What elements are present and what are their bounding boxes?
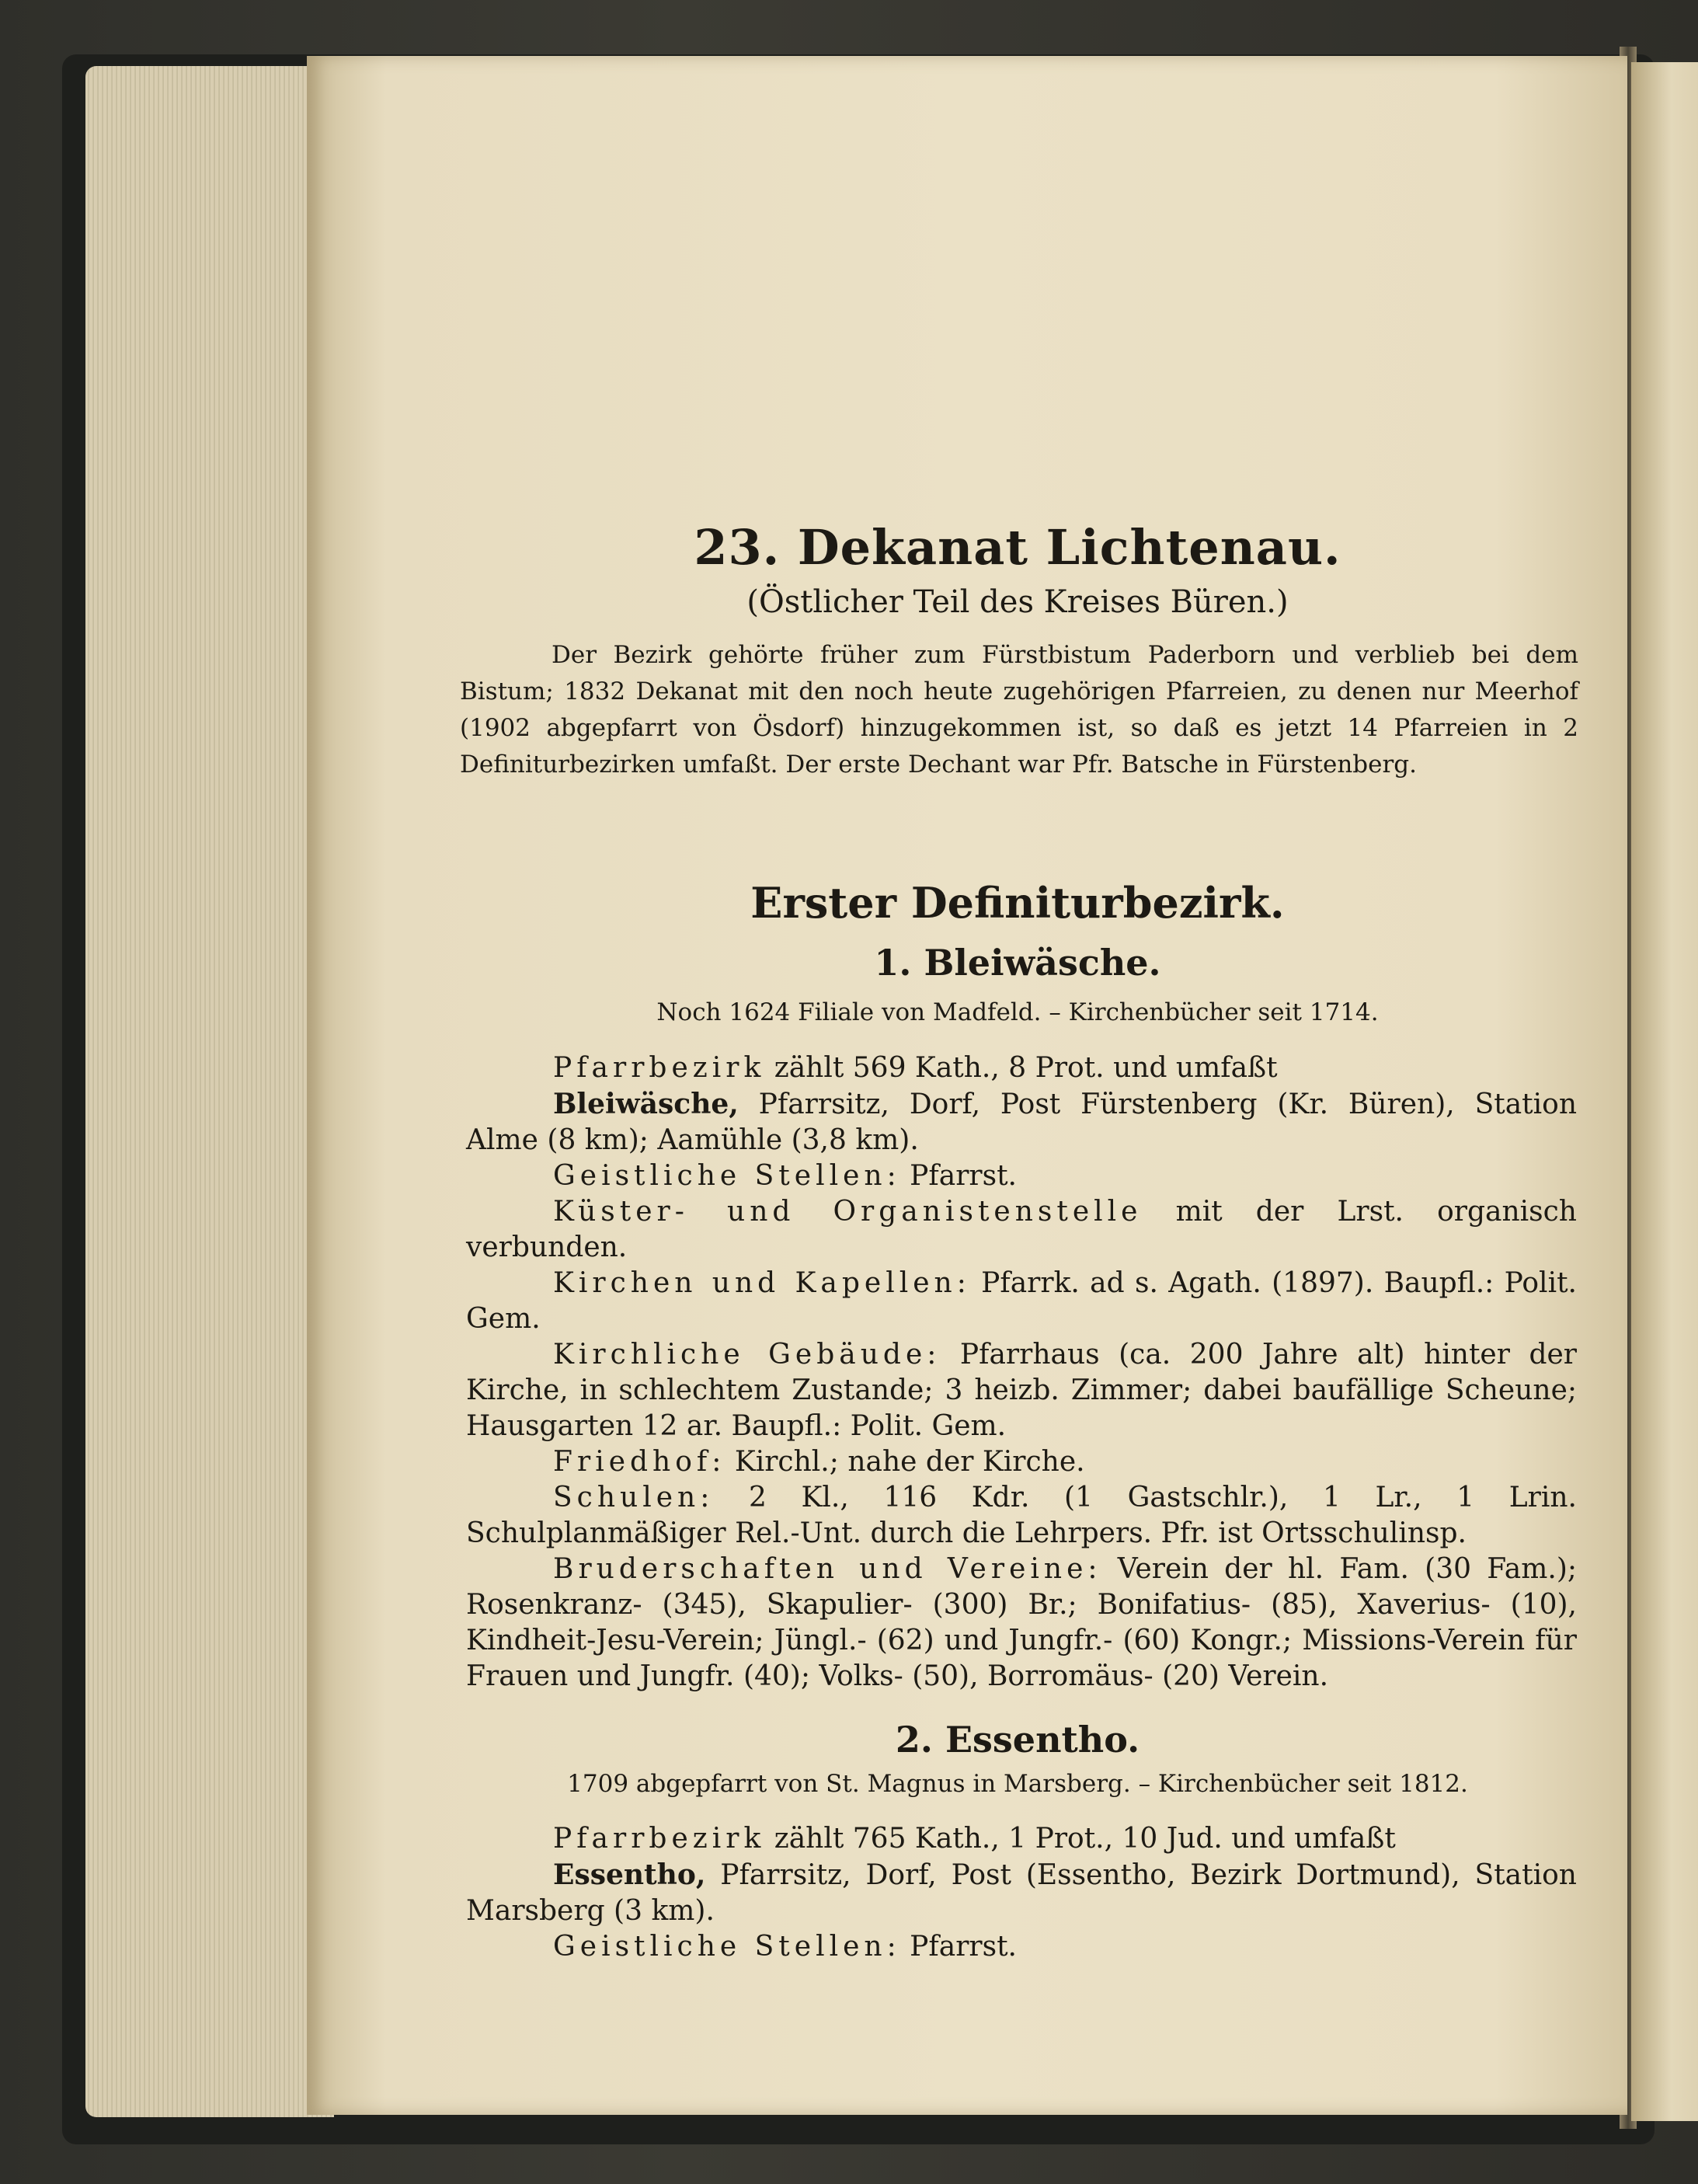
associations-line xyxy=(466,1552,1577,1695)
cemetery-text: Kirchl.; nahe der Kirche. xyxy=(725,1446,1085,1478)
entry-body-bleiwaesche xyxy=(466,1050,1577,1695)
entry-title-bleiwaesche: 1. Bleiwäsche. xyxy=(874,942,1161,984)
churches-text: Pfarrk. ad s. Agath. (1897). Baupfl.: Polit. Gem. xyxy=(466,1267,1577,1335)
entry-title-essentho: 2. Essentho. xyxy=(895,1719,1140,1761)
churches-line xyxy=(466,1266,1577,1337)
intro-paragraph: Der Bezirk gehörte früher zum Fürstbistum Paderborn und verblieb bei dem Bistum; 1832 Dekanat mit den noch heute zugehörigen Pfarreien, zu denen nur Meerhof (1902 abgepfarrt von Ösdorf) hinzugekommen ist, so daß es jetzt 14 Pfarreien in 2 Definiturbezirken umfaßt. Der erste Dechant war Pfr. Batsche in Fürstenberg. xyxy=(460,641,1578,779)
seat-line xyxy=(466,1857,1577,1929)
associations-label: Bruderschaften und Vereine: xyxy=(553,1553,1102,1585)
associations-text: Verein der hl. Fam. (30 Fam.); Rosenkranz- (345), Skapulier- (300) Br.; Bonifatius- (85), Xaverius- (10), Kindheit-Jesu-Verein; Jüngl.- (62) und Jungfr.- (60) Kongr.; Missions-Verein für Frauen und Jungfr. (40); Volks- (50), Borromäus- (20) Verein. xyxy=(466,1553,1577,1692)
parish-line xyxy=(466,1821,1577,1857)
entry-body-essentho xyxy=(466,1821,1577,1965)
seat-line xyxy=(466,1086,1577,1158)
section-title: Erster Definiturbezirk. xyxy=(750,878,1285,928)
sexton-label: Küster- und Organistenstelle xyxy=(553,1196,1143,1228)
clergy-text: Pfarrst. xyxy=(900,1160,1017,1192)
parish-label: Pfarrbezirk xyxy=(553,1823,766,1855)
schools-label: Schulen: xyxy=(553,1482,715,1513)
clergy-line xyxy=(466,1158,1577,1194)
seat-name: Essentho, xyxy=(553,1858,706,1891)
buildings-line xyxy=(466,1337,1577,1444)
deanery-subtitle: (Östlicher Teil des Kreises Büren.) xyxy=(746,584,1289,620)
facing-page-edge xyxy=(1631,62,1698,2121)
sexton-text: mit der Lrst. organisch verbunden. xyxy=(466,1196,1577,1263)
buildings-label: Kirchliche Gebäude: xyxy=(553,1339,941,1371)
schools-line xyxy=(466,1480,1577,1552)
buildings-text: Pfarrhaus (ca. 200 Jahre alt) hinter der Kirche, in schlechtem Zustande; 3 heizb. Zimmer; dabei baufällige Scheune; Hausgarten 12 ar. Baupfl.: Polit. Gem. xyxy=(466,1339,1577,1442)
entry-note-bleiwaesche: Noch 1624 Filiale von Madfeld. – Kirchenbücher seit 1714. xyxy=(656,998,1379,1026)
deanery-intro xyxy=(460,637,1578,783)
parish-text: zählt 765 Kath., 1 Prot., 10 Jud. und umfaßt xyxy=(765,1823,1396,1855)
schools-text: 2 Kl., 116 Kdr. (1 Gastschlr.), 1 Lr., 1 Lrin. Schulplanmäßiger Rel.-Unt. durch die Lehrpers. Pfr. ist Ortsschulinsp. xyxy=(466,1482,1577,1549)
cemetery-label: Friedhof: xyxy=(553,1446,726,1478)
page-edges xyxy=(85,66,334,2117)
seat-text: Pfarrsitz, Dorf, Post (Essentho, Bezirk Dortmund), Station Marsberg (3 km). xyxy=(466,1859,1577,1927)
seat-name: Bleiwäsche, xyxy=(553,1088,739,1120)
deanery-title: 23. Dekanat Lichtenau. xyxy=(694,519,1341,576)
sexton-line xyxy=(466,1194,1577,1266)
clergy-text: Pfarrst. xyxy=(900,1931,1017,1963)
seat-text: Pfarrsitz, Dorf, Post Fürstenberg (Kr. Büren), Station Alme (8 km); Aamühle (3,8 km). xyxy=(466,1089,1577,1156)
entry-note-essentho: 1709 abgepfarrt von St. Magnus in Marsberg. – Kirchenbücher seit 1812. xyxy=(567,1770,1468,1798)
parish-text: zählt 569 Kath., 8 Prot. und umfaßt xyxy=(765,1052,1278,1084)
clergy-line xyxy=(466,1929,1577,1965)
clergy-label: Geistliche Stellen: xyxy=(553,1931,901,1963)
cemetery-line xyxy=(466,1444,1577,1480)
clergy-label: Geistliche Stellen: xyxy=(553,1160,901,1192)
churches-label: Kirchen und Kapellen: xyxy=(553,1267,971,1299)
parish-line xyxy=(466,1050,1577,1086)
parish-label: Pfarrbezirk xyxy=(553,1052,766,1084)
